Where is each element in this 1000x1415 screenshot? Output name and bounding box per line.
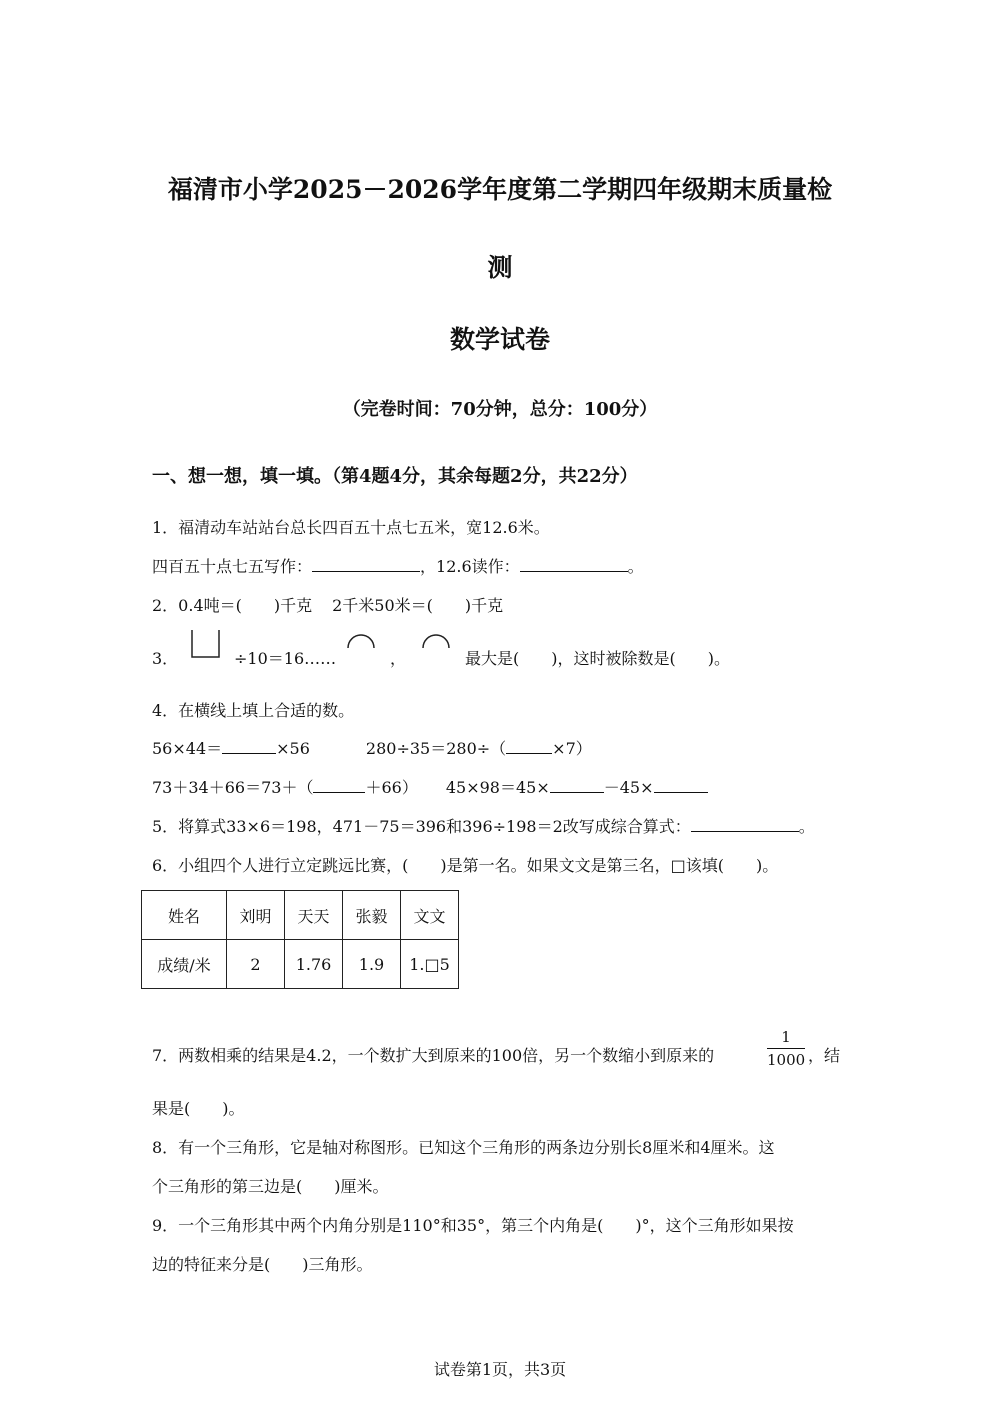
table-cell: 刘明 <box>227 891 285 940</box>
section-1-heading: 一、想一想，填一填。（第4题4分，其余每题2分，共22分） <box>152 466 638 487</box>
table-cell: 文文 <box>401 891 459 940</box>
q9-line-2: 边的特征来分是( )三角形。 <box>152 1255 373 1274</box>
q4-e1-left: 56×44＝ <box>152 739 223 758</box>
q1-end: 。 <box>627 557 644 576</box>
page-footer: 试卷第1页，共3页 <box>433 1360 567 1379</box>
exam-info: （完卷时间：70分钟，总分：100分） <box>342 399 658 420</box>
q5-end: 。 <box>798 817 815 836</box>
q2-line <box>152 595 503 617</box>
score-table-data-row <box>142 940 459 989</box>
square-box-icon <box>190 628 222 660</box>
q4-blank-1[interactable] <box>222 739 276 754</box>
fraction-denominator: 1000 <box>767 1051 806 1069</box>
q7-line-1: 7．两数相乘的结果是4.2，一个数扩大到原来的100倍，另一个数缩小到原来的 <box>152 1046 715 1065</box>
q4-e2-left: 280÷35＝280÷（ <box>365 739 507 758</box>
q1-blank-2[interactable] <box>520 557 628 572</box>
q7-line-2: 果是( )。 <box>152 1099 245 1118</box>
q1-part-a: 四百五十点七五写作： <box>152 557 313 576</box>
q4-e3-left: 73＋34＋66＝73＋（ <box>152 778 314 797</box>
q5-text: 5．将算式33×6＝198，471－75＝396和396÷198＝2改写成综合算式： <box>152 817 691 836</box>
q4-blank-3[interactable] <box>313 778 365 793</box>
q4-e4-mid: －45× <box>603 778 654 797</box>
q6-text: 6．小组四个人进行立定跳远比赛，( )是第一名。如果文文是第三名，□该填( )。 <box>152 856 779 875</box>
q4-row-1 <box>152 738 592 760</box>
table-cell: 张毅 <box>343 891 401 940</box>
q4-e3-right: ＋66） <box>365 778 418 797</box>
q3-equation: ÷10＝16…… <box>234 649 337 668</box>
q7-line-1-end: ，结 <box>808 1046 841 1065</box>
q4-blank-4[interactable] <box>550 778 604 793</box>
q5-line <box>152 816 815 838</box>
title-line-2: 测 <box>487 253 513 282</box>
table-cell: 1.76 <box>285 940 343 989</box>
table-cell: 1.9 <box>343 940 401 989</box>
score-table <box>141 890 459 989</box>
fraction-numerator: 1 <box>767 1028 805 1049</box>
q4-row-2 <box>152 777 708 799</box>
q8-line-1: 8．有一个三角形，它是轴对称图形。已知这个三角形的两条边分别长8厘米和4厘米。这 <box>152 1138 775 1157</box>
q7-fraction <box>767 1028 805 1069</box>
circle-remainder-icon-1 <box>345 628 377 658</box>
q9-line-1: 9．一个三角形其中两个内角分别是110°和35°，第三个内角是( )°，这个三角形如果按 <box>152 1216 794 1235</box>
q1-stem: 1．福清动车站站台总长四百五十点七五米，宽12.6米。 <box>152 518 550 537</box>
q3-rest: 最大是( )，这时被除数是( )。 <box>465 649 730 668</box>
q4-e1-right: ×56 <box>276 739 310 758</box>
table-cell: 1.□5 <box>401 940 459 989</box>
q4-stem: 4．在横线上填上合适的数。 <box>152 701 355 720</box>
q5-blank[interactable] <box>691 817 799 832</box>
title-line-1: 福清市小学2025－2026学年度第二学期四年级期末质量检 <box>167 175 833 204</box>
q3-number: 3． <box>152 649 179 668</box>
subject-title: 数学试卷 <box>449 325 550 354</box>
table-cell: 2 <box>227 940 285 989</box>
q3-comma: ， <box>390 649 407 668</box>
q4-blank-2[interactable] <box>506 739 552 754</box>
q4-e4-left: 45×98＝45× <box>445 778 550 797</box>
q1-sep: ，12.6读作： <box>420 557 520 576</box>
q8-line-2: 个三角形的第三边是( )厘米。 <box>152 1177 389 1196</box>
table-cell: 成绩/米 <box>142 940 227 989</box>
q4-e2-right: ×7） <box>552 739 592 758</box>
q1-answer-line <box>152 556 644 578</box>
q2-a: 2．0.4吨＝( )千克 <box>152 596 313 615</box>
table-cell: 姓名 <box>142 891 227 940</box>
q1-blank-1[interactable] <box>312 557 420 572</box>
table-cell: 天天 <box>285 891 343 940</box>
circle-remainder-icon-2 <box>420 628 452 658</box>
score-table-header-row <box>142 891 459 940</box>
q4-blank-5[interactable] <box>654 778 708 793</box>
q2-b: 2千米50米＝( )千克 <box>332 596 504 615</box>
